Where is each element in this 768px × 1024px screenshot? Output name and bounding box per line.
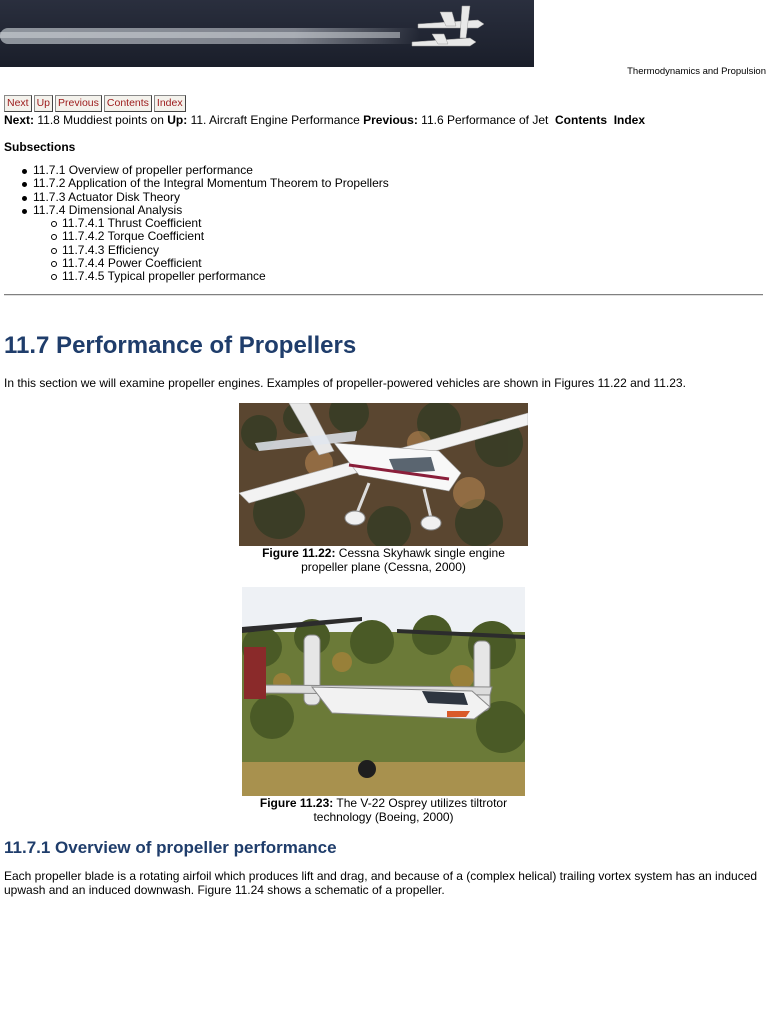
previous-link[interactable]: 11.6 Performance of Jet [421, 113, 549, 127]
figure-11-23-caption [242, 797, 525, 824]
toc-item [62, 257, 389, 270]
toc-link-11-7-3[interactable]: 11.7.3 Actuator Disk Theory [33, 189, 180, 204]
header-banner [0, 0, 534, 67]
toc-link-11-7-4[interactable]: 11.7.4 Dimensional Analysis [33, 202, 183, 217]
index-button[interactable]: Index [154, 95, 186, 112]
navigation-links [4, 113, 645, 127]
toc-item [62, 270, 389, 283]
contents-button[interactable]: Contents [104, 95, 152, 112]
toc-link-11-7-4-4[interactable]: 11.7.4.4 Power Coefficient [62, 256, 202, 271]
figure-11-22-label: Figure 11.22: [262, 546, 336, 560]
next-link[interactable]: 11.8 Muddiest points on [37, 113, 164, 127]
up-button[interactable]: Up [34, 95, 53, 112]
toc-link-11-7-4-2[interactable]: 11.7.4.2 Torque Coefficient [62, 229, 205, 244]
toc-item [33, 177, 389, 190]
section-intro: In this section we will examine propeller engines. Examples of propeller-powered vehicles are shown in Figures 11.22 and 11.23. [4, 376, 686, 390]
figure-cessna-image [239, 403, 528, 546]
toc-link-11-7-4-1[interactable]: 11.7.4.1 Thrust Coefficient [62, 216, 202, 231]
toc-item [62, 230, 389, 243]
banner-image [0, 0, 534, 67]
cessna-plane-illustration [239, 403, 528, 546]
up-label: Up: [167, 113, 188, 127]
contents-link[interactable]: Contents [555, 113, 608, 127]
figure-11-22-caption [239, 547, 528, 574]
previous-button[interactable]: Previous [55, 95, 102, 112]
toc-item [33, 191, 389, 204]
figure-11-23-label: Figure 11.23: [259, 796, 334, 810]
osprey-tiltrotor-illustration [242, 587, 525, 796]
toc-link-11-7-1[interactable]: 11.7.1 Overview of propeller performance [33, 163, 253, 177]
next-label: Next: [4, 113, 35, 127]
figure-osprey-image [242, 587, 525, 796]
subsections-heading: Subsections [4, 140, 76, 154]
site-title: Thermodynamics and Propulsion [627, 66, 766, 77]
toc-item [62, 217, 389, 230]
up-link[interactable]: 11. Aircraft Engine Performance [190, 113, 360, 127]
toc-item [33, 164, 389, 177]
subsection-title: 11.7.1 Overview of propeller performance [4, 838, 337, 857]
section-title: 11.7 Performance of Propellers [4, 332, 357, 359]
next-button[interactable]: Next [4, 95, 32, 112]
figure-11-23-text: The V-22 Osprey utilizes tiltrotor technology (Boeing, 2000) [313, 796, 508, 824]
previous-label: Previous: [363, 113, 418, 127]
toc-link-11-7-4-3[interactable]: 11.7.4.3 Efficiency [62, 242, 159, 257]
subsection-paragraph: Each propeller blade is a rotating airfoil which produces lift and drag, and because of a (complex helical) trailing vortex system has an induced upwash and an induced downwash. Figure 11.24 shows a schematic of a propeller. [4, 869, 758, 897]
toc-item [33, 204, 389, 217]
index-link[interactable]: Index [613, 113, 646, 127]
toc-link-11-7-2[interactable]: 11.7.2 Application of the Integral Momentum Theorem to Propellers [33, 176, 389, 191]
horizontal-divider [4, 294, 763, 296]
toc-link-11-7-4-5[interactable]: 11.7.4.5 Typical propeller performance [62, 269, 266, 284]
navigation-buttons [4, 95, 186, 112]
figure-11-22-text: Cessna Skyhawk single engine propeller plane (Cessna, 2000) [301, 546, 505, 574]
toc-item [62, 244, 389, 257]
subsections-list [33, 164, 389, 284]
